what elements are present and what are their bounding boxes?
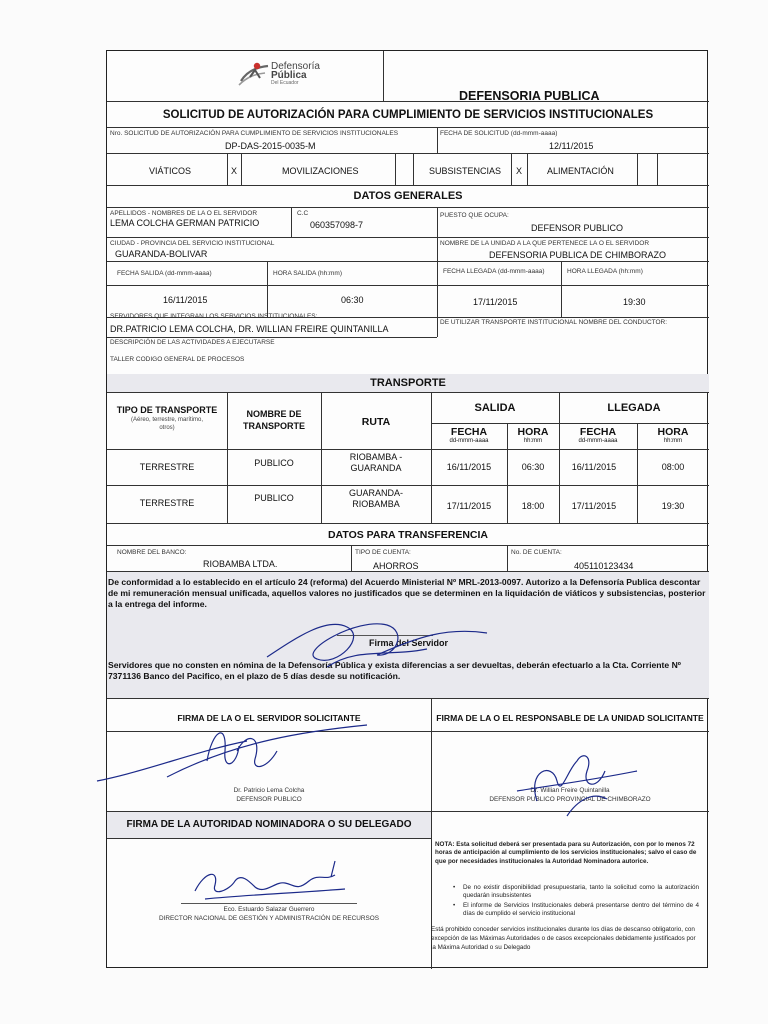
row1-ruta: RIOBAMBA - GUARANDA (349, 452, 403, 473)
col-llegada: LLEGADA (607, 402, 661, 414)
row1-llegada-fecha: 16/11/2015 (571, 462, 617, 472)
requester-name: Dr. Patricio Lema Colcha (233, 787, 305, 794)
request-date-value: 12/11/2015 (549, 141, 594, 151)
row1-salida-fecha: 16/11/2015 (446, 462, 492, 472)
row1-nombre: PUBLICO (254, 458, 294, 468)
activities-value: TALLER CODIGO GENERAL DE PROCESOS (110, 356, 245, 363)
logo (235, 59, 345, 95)
logo-figure-icon (235, 61, 271, 89)
col-llegada-fecha: FECHA (579, 426, 617, 438)
request-number-value: DP-DAS-2015-0035-M (225, 141, 316, 151)
authority-signature-title: FIRMA DE LA AUTORIDAD NOMINADORA O SU DELEGADO (126, 819, 412, 830)
arr-time-label: HORA LLEGADA (hh:mm) (567, 268, 643, 275)
col-nombre: NOMBRE DE TRANSPORTE (242, 409, 305, 431)
section-transferencia: DATOS PARA TRANSFERENCIA (327, 529, 489, 541)
account-type-value: AHORROS (373, 561, 419, 571)
request-number-label: Nro. SOLICITUD DE AUTORIZACIÓN PARA CUMPLIMIENTO DE SERVICIOS INSTITUCIONALES (110, 130, 399, 137)
note-bullet-marker-1: • (453, 884, 456, 891)
section-datos-generales: DATOS GENERALES (353, 190, 463, 202)
authority-role: DIRECTOR NACIONAL DE GESTIÓN Y ADMINISTRACIÓN DE RECURSOS (159, 915, 379, 922)
col-salida: SALIDA (474, 402, 516, 414)
requester-role: DEFENSOR PUBLICO (236, 796, 302, 803)
note-bullet-2: El informe de Servicios Institucionales deberá presentarse dentro del término de 4 días de cumplido el servicio institucional (463, 902, 699, 918)
account-no-label: No. DE CUENTA: (511, 549, 562, 556)
note-bullet-1: De no existir disponibilidad presupuestaria, tanto la solicitud como la autorización quedarán insubsistentes (463, 884, 699, 900)
col-tipo-sub: (Aéreo, terrestre, marítimo, otros) (130, 417, 204, 431)
logo-line2: Pública (271, 70, 307, 81)
bank-label: NOMBRE DEL BANCO: (117, 549, 187, 556)
row2-ruta: GUARANDA-RIOBAMBA (348, 488, 403, 509)
account-type-label: TIPO DE CUENTA: (355, 549, 411, 556)
logo-tagline: Del Ecuador (271, 80, 299, 86)
unit-head-signature (497, 731, 657, 831)
unit-head-signature-title: FIRMA DE LA O EL RESPONSABLE DE LA UNIDAD SOLICITANTE (436, 713, 704, 723)
authority-name: Eco. Estuardo Salazar Guerrero (223, 906, 315, 913)
col-salida-fecha-sub: dd-mmm-aaaa (449, 438, 489, 444)
position-value: DEFENSOR PUBLICO (531, 223, 624, 233)
names-label: APELLIDOS - NOMBRES DE LA O EL SERVIDOR (110, 210, 258, 217)
col-salida-hora: HORA (517, 426, 549, 438)
requester-signature-title: FIRMA DE LA O EL SERVIDOR SOLICITANTE (177, 713, 361, 723)
refund-notice: Servidores que no consten en nómina de la Defensoría Pública y exista diferencias a ser devueltas, deberán efectuarlo a la Cta. Corriente Nº 7371136 Banco del Pacifico, en el plazo de 5 días desde su notificación. (108, 660, 681, 681)
note-footer: Está prohibido conceder servicios institucionales durante los días de descanso obligatorio, con excepción de las Máximas Autoridades o de casos excepcionales debidamente justificados por la Máxima Autoridad o su Delegado (431, 926, 696, 951)
section-transporte: TRANSPORTE (370, 377, 446, 389)
cat-movilizaciones: MOVILIZACIONES (282, 166, 359, 176)
col-ruta: RUTA (361, 416, 391, 428)
note-main: NOTA: Esta solicitud deberá ser presentada para su Autorización, con por lo menos 72 horas de anticipación al cumplimiento de los servicios institucionales; salvo el caso de que por necesidades institucionales la Autoridad Nominadora autorice. (435, 841, 697, 865)
position-label: PUESTO QUE OCUPA: (440, 212, 509, 219)
cat-subsistencias: SUBSISTENCIAS (429, 166, 502, 176)
col-salida-hora-sub: hh:mm (523, 438, 543, 444)
arr-time-value: 19:30 (623, 297, 646, 307)
cat-subsistencias-mark: X (515, 166, 522, 176)
activities-label: DESCRIPCIÓN DE LAS ACTIVIDADES A EJECUTARSE (110, 339, 275, 346)
col-tipo: TIPO DE TRANSPORTE (116, 405, 218, 415)
arr-date-value: 17/11/2015 (473, 297, 518, 307)
row2-llegada-fecha: 17/11/2015 (571, 501, 617, 511)
col-llegada-hora-sub: hh:mm (663, 438, 683, 444)
driver-label: DE UTILIZAR TRANSPORTE INSTITUCIONAL NOMBRE DEL CONDUCTOR: (440, 319, 668, 326)
col-salida-fecha: FECHA (450, 426, 488, 438)
row2-salida-hora: 18:00 (521, 501, 545, 511)
institution-name: DEFENSORIA PUBLICA (459, 89, 600, 103)
dep-time-value: 06:30 (341, 295, 364, 305)
col-llegada-fecha-sub: dd-mmm-aaaa (578, 438, 618, 444)
unit-label: NOMBRE DE LA UNIDAD A LA QUE PERTENECE LA O EL SERVIDOR (440, 240, 650, 247)
authority-signature (185, 851, 355, 911)
dep-time-label: HORA SALIDA (hh:mm) (273, 270, 342, 277)
arr-date-label: FECHA LLEGADA (dd-mmm-aaaa) (443, 268, 545, 275)
logo-line1: Defensoría (271, 61, 320, 72)
cc-label: C.C (297, 210, 309, 217)
cc-value: 060357098-7 (310, 220, 364, 230)
row2-salida-fecha: 17/11/2015 (446, 501, 492, 511)
unit-head-name: Dr. Willian Freire Quintanilla (530, 787, 610, 794)
names-value: LEMA COLCHA GERMAN PATRICIO (110, 218, 260, 228)
account-no-value: 405110123434 (574, 561, 634, 571)
unit-value: DEFENSORIA PUBLICA DE CHIMBORAZO (489, 250, 667, 260)
row2-nombre: PUBLICO (254, 493, 294, 503)
unit-head-role: DEFENSOR PUBLICO PROVINCIAL DE CHIMBORAZO (489, 796, 651, 803)
servers-value: DR.PATRICIO LEMA COLCHA, DR. WILLIAN FREIRE QUINTANILLA (110, 324, 389, 334)
requester-signature (87, 711, 387, 791)
form-title: SOLICITUD DE AUTORIZACIÓN PARA CUMPLIMIENTO DE SERVICIOS INSTITUCIONALES (162, 109, 654, 121)
row2-llegada-hora: 19:30 (661, 501, 685, 511)
bank-value: RIOBAMBA LTDA. (203, 559, 278, 569)
city-value: GUARANDA-BOLIVAR (115, 249, 208, 259)
note-bullet-marker-2: • (453, 902, 456, 909)
row1-salida-hora: 06:30 (521, 462, 545, 472)
dep-date-value: 16/11/2015 (163, 295, 208, 305)
request-date-label: FECHA DE SOLICITUD (dd-mmm-aaaa) (440, 130, 558, 137)
dep-date-label: FECHA SALIDA (dd-mmm-aaaa) (117, 270, 212, 277)
city-label: CIUDAD - PROVINCIA DEL SERVICIO INSTITUCIONAL (110, 240, 275, 247)
row1-tipo: TERRESTRE (139, 462, 195, 472)
declaration-text: De conformidad a lo establecido en el artículo 24 (reforma) del Acuerdo Ministerial Nº MRL-2013-0097. Autorizo a la Defensoría Publica descontar de mi remuneración mensual unificada, aquellos valores no justificados que se determinen en la liquidación de viáticos y subsistencias, posterior a la entrega del informe. (108, 577, 706, 609)
row1-llegada-hora: 08:00 (661, 462, 685, 472)
cat-viaticos-mark: X (230, 166, 237, 176)
cat-viaticos: VIÁTICOS (149, 166, 192, 176)
servidor-signature (257, 597, 497, 677)
cat-alimentacion: ALIMENTACIÓN (547, 166, 614, 176)
row2-tipo: TERRESTRE (139, 498, 195, 508)
servers-label: SERVIDORES QUE INTEGRAN LOS SERVICIOS INSTITUCIONALES: (110, 313, 318, 320)
firma-servidor-label: Firma del Servidor (369, 638, 449, 648)
col-llegada-hora: HORA (657, 426, 689, 438)
form-sheet (106, 50, 708, 968)
